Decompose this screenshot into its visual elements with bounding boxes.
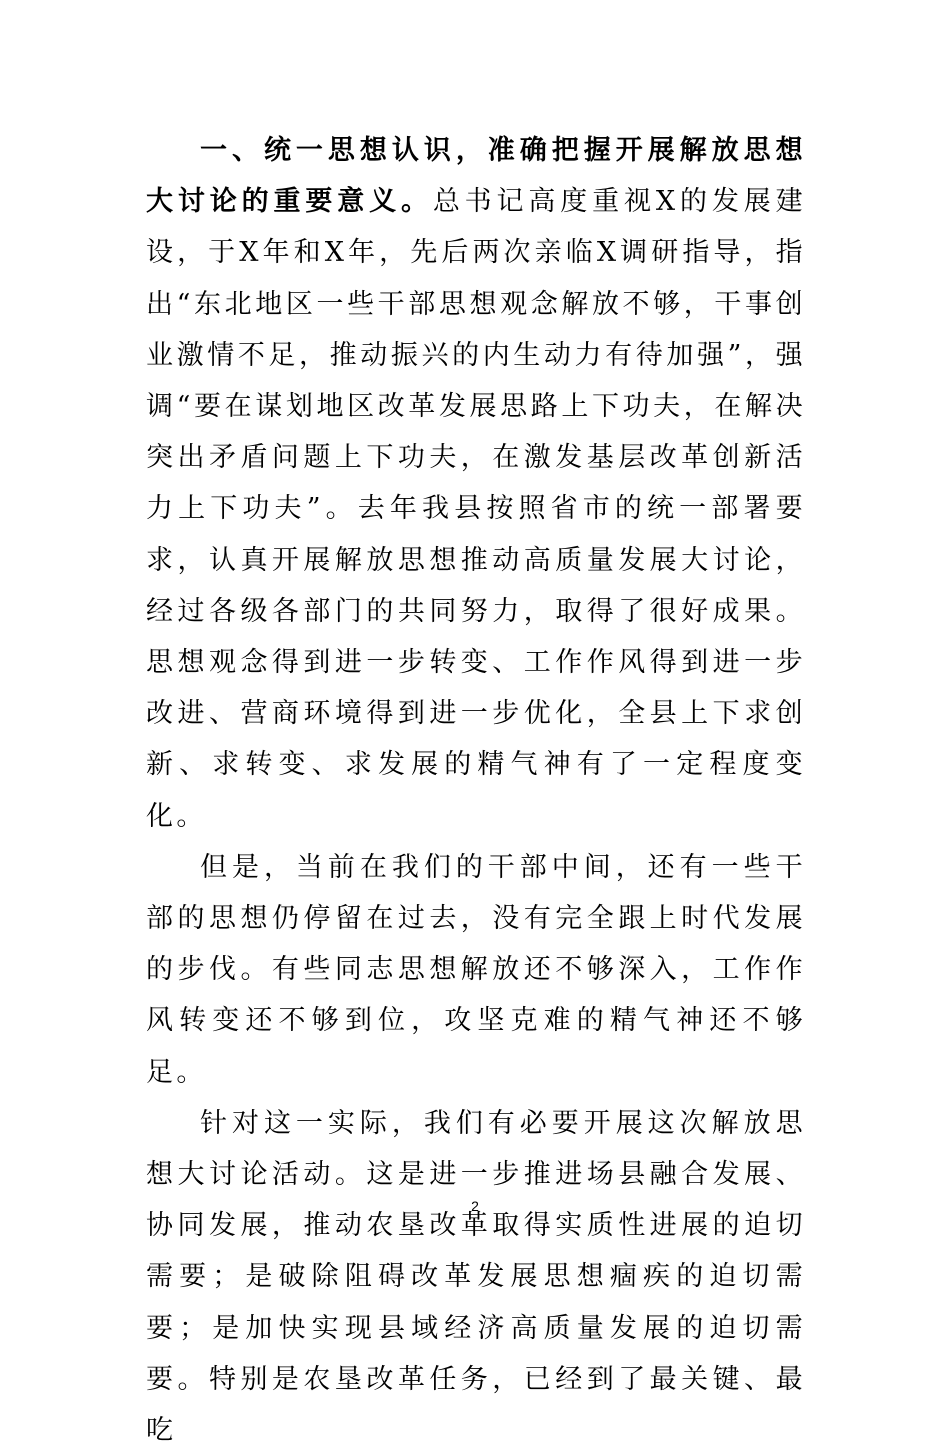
paragraph-3: 针对这一实际，我们有必要开展这次解放思想大讨论活动。这是进一步推进场县融合发展、协同发展，推动农垦改革取得实质性进展的迫切需要；是破除阻碍改革发展思想痼疾的迫切需要；是加快实现县域经济高质量发展的迫切需要。特别是农垦改革任务，已经到了最关键、最吃 xyxy=(146,1107,806,1447)
body-text xyxy=(146,125,806,1456)
page-number: 2 xyxy=(471,1198,479,1214)
section-heading: 一、统一思想认识，准确把握开展解放思想大讨论的重要意义。 xyxy=(146,135,806,218)
paragraph-1 xyxy=(146,125,806,842)
paragraph-1-text: 总书记高度重视X的发展建设，于X年和X年，先后两次亲临X调研指导，指出“东北地区一些干部思想观念解放不够，干事创业激情不足，推动振兴的内生动力有待加强”，强调“要在谋划地区改革发展思路上下功夫，在解决突出矛盾问题上下功夫，在激发基层改革创新活力上下功夫”。去年我县按照省市的统一部署要求，认真开展解放思想推动高质量发展大讨论，经过各级各部门的共同努力，取得了很好成果。思想观念得到进一步转变、工作作风得到进一步改进、营商环境得到进一步优化，全县上下求创新、求转变、求发展的精气神有了一定程度变化。 xyxy=(146,186,806,832)
paragraph-2: 但是，当前在我们的干部中间，还有一些干部的思想仍停留在过去，没有完全跟上时代发展的步伐。有些同志思想解放还不够深入，工作作风转变还不够到位，攻坚克难的精气神还不够足。 xyxy=(146,851,806,1088)
